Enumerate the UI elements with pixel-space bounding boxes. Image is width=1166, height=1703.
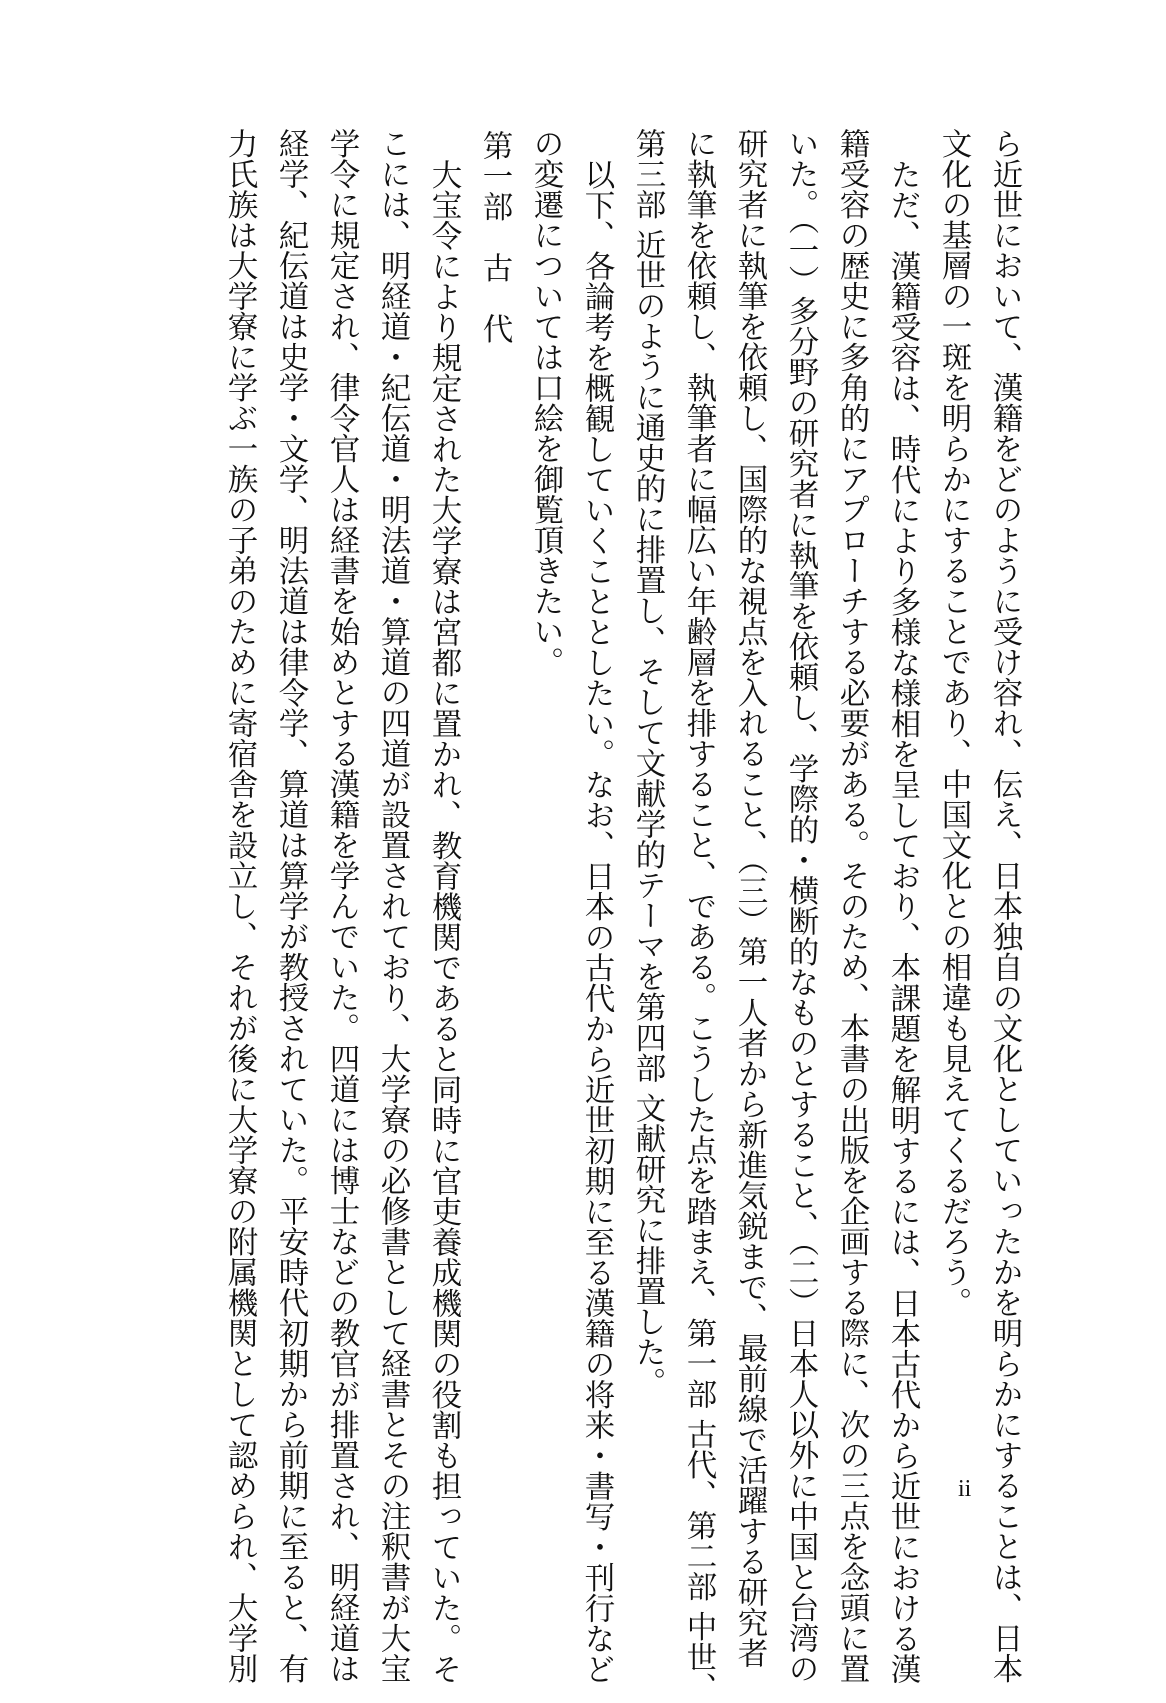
text-line: ただ、漢籍受容は、時代により多様な様相を呈しており、本課題を解明するには、日本古代から近世における漢 xyxy=(885,158,920,1684)
text-line: 経学、紀伝道は史学・文学、明法道は律令学、算道は算学が教授されていた。平安時代初期から前期に至ると、有 xyxy=(273,128,308,1684)
text-line: こには、明経道・紀伝道・明法道・算道の四道が設置されており、大学寮の必修書として経書とその注釈書が大宝 xyxy=(375,128,410,1684)
text-line: 研究者に執筆を依頼し、国際的な視点を入れること、（三）第一人者から新進気鋭まで、最前線で活躍する研究者 xyxy=(732,128,767,1669)
text-line: 第三部 近世のように通史的に排置し、そして文献学的テーマを第四部 文献研究に排置した。 xyxy=(630,128,665,1398)
page-number: ii xyxy=(958,1476,972,1502)
text-line: の変遷については口絵を御覧頂きたい。 xyxy=(528,128,563,677)
text-line: 以下、各論考を概観していくこととしたい。なお、日本の古代から近世初期に至る漢籍の将来・書写・刊行など xyxy=(579,158,614,1684)
text-line: 文化の基層の一斑を明らかにすることであり、中国文化との相違も見えてくるだろう。 xyxy=(936,128,971,1318)
text-line: 学令に規定され、律令官人は経書を始めとする漢籍を学んでいた。四道には博士などの教官が排置され、明経道は xyxy=(324,128,359,1684)
text-line: 力氏族は大学寮に学ぶ一族の子弟のために寄宿舎を設立し、それが後に大学寮の附属機関として認められ、大学別 xyxy=(222,128,257,1684)
text-line: いた。（一）多分野の研究者に執筆を依頼し、学際的・横断的なものとすること、（二）日本人以外に中国と台湾の xyxy=(783,128,818,1684)
vertical-body-text xyxy=(136,128,1030,1703)
text-line: ら近世において、漢籍をどのように受け容れ、伝え、日本独自の文化としていったかを明らかにすることは、日本 xyxy=(987,128,1022,1684)
text-line: 籍受容の歴史に多角的にアプローチする必要がある。そのため、本書の出版を企画する際に、次の三点を念頭に置 xyxy=(834,128,869,1684)
section-heading: 第一部 古 代 xyxy=(477,129,512,344)
text-line: に執筆を依頼し、執筆者に幅広い年齢層を排すること、である。こうした点を踏まえ、第一部 古代、第二部 中世、 xyxy=(681,128,716,1703)
text-line: 大宝令により規定された大学寮は宮都に置かれ、教育機関であると同時に官吏養成機関の役割も担っていた。そ xyxy=(426,158,461,1684)
